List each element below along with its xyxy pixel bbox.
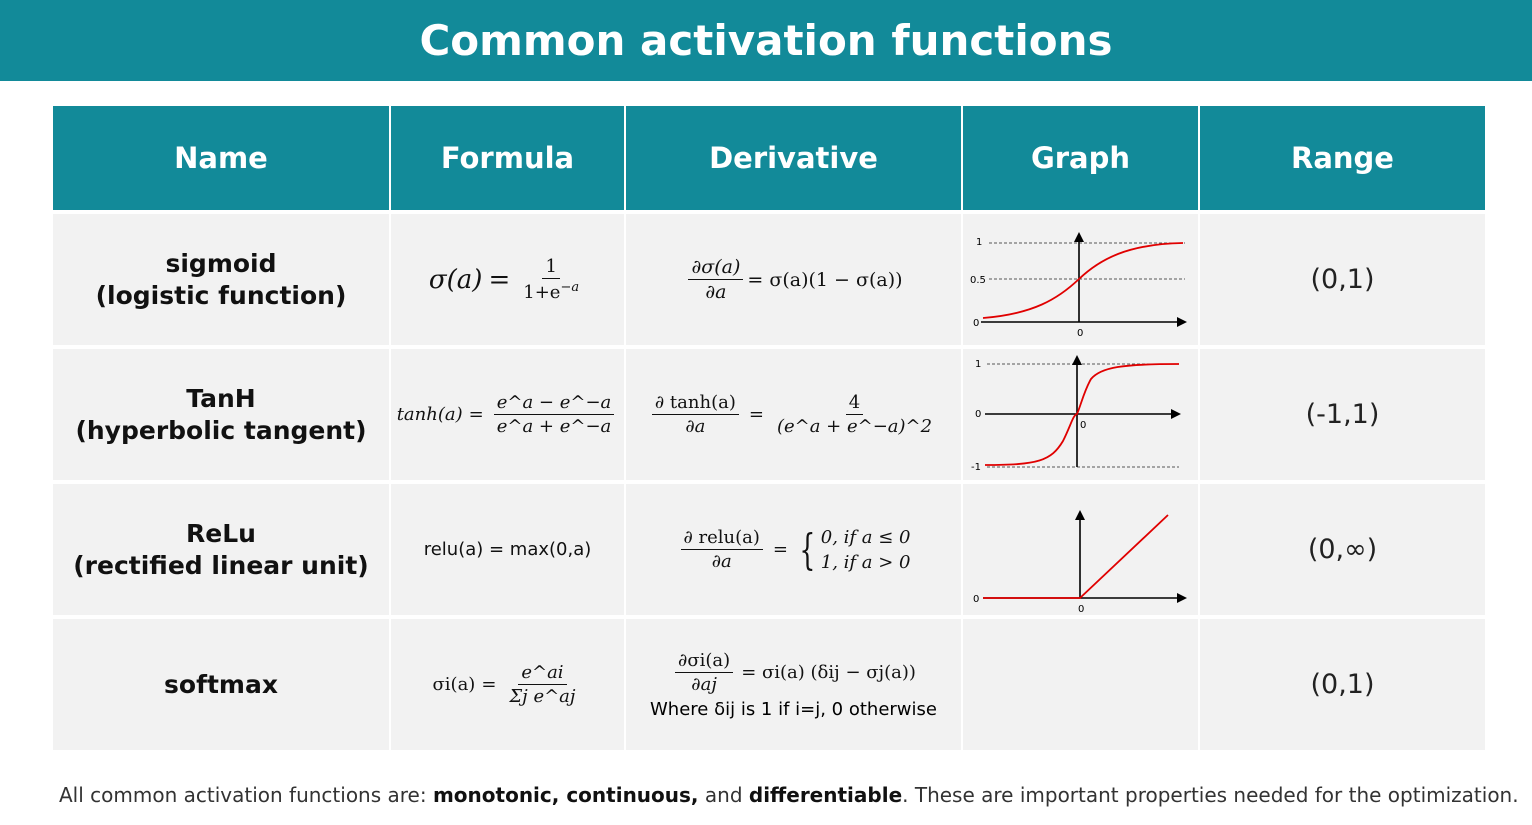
formula-cell	[390, 617, 625, 751]
range-cell	[1199, 617, 1486, 751]
header-formula: Formula	[390, 105, 625, 212]
table-row	[52, 347, 1486, 482]
y-axis-arrow	[1072, 355, 1082, 365]
relu-derivative: $\frac{\text{∂ relu(a)}}{\partial a}$ = { 0, if a ≤ 0 1, if a > 0	[677, 525, 911, 575]
sigmoid-graph	[963, 214, 1199, 345]
y-tick-0: 0	[973, 318, 980, 329]
table-header-row	[52, 105, 1486, 212]
x-tick-0: 0	[1080, 420, 1087, 431]
function-name: softmax	[164, 669, 278, 699]
header-name: Name	[52, 105, 390, 212]
y-tick-half: 0.5	[970, 275, 986, 286]
derivative-cell	[625, 347, 962, 482]
function-subname: (logistic function)	[95, 280, 347, 310]
y-tick-1: 1	[976, 237, 983, 248]
header-graph: Graph	[962, 105, 1199, 212]
table-row	[52, 617, 1486, 751]
tanh-graph	[963, 349, 1199, 480]
range-value: (-1,1)	[1305, 399, 1380, 430]
x-axis-arrow	[1171, 409, 1181, 419]
function-name: sigmoid	[165, 248, 277, 278]
softmax-derivative: $\frac{\partial\sigma i(a)}{\partial aj}$ = σi(a) (δij − σj(a))	[671, 650, 916, 695]
range-cell	[1199, 347, 1486, 482]
range-value: (0,∞)	[1307, 534, 1378, 565]
page-title: Common activation functions	[0, 0, 1532, 81]
range-cell	[1199, 212, 1486, 347]
table-row	[52, 212, 1486, 347]
name-cell	[52, 347, 390, 482]
sigmoid-derivative: $\frac{\partial\sigma(a)}{\partial a}$ = σ(a)(1 − σ(a))	[684, 256, 902, 303]
table-row	[52, 482, 1486, 617]
graph-cell	[962, 482, 1199, 617]
graph-cell-empty	[962, 617, 1199, 751]
derivative-cell	[625, 212, 962, 347]
y-tick-minus1: -1	[971, 462, 981, 473]
activation-table	[51, 104, 1487, 752]
header-range: Range	[1199, 105, 1486, 212]
derivative-cell	[625, 482, 962, 617]
name-cell	[52, 212, 390, 347]
graph-cell	[962, 347, 1199, 482]
y-axis-arrow	[1075, 510, 1085, 520]
formula-cell	[390, 482, 625, 617]
x-axis-arrow	[1177, 317, 1187, 327]
range-value: (0,1)	[1310, 264, 1375, 295]
function-name: ReLu	[186, 518, 256, 548]
formula-cell	[390, 212, 625, 347]
y-axis-arrow	[1074, 232, 1084, 242]
sigmoid-formula: σ(a) = $\frac{1}{1+e^{-a}}$	[428, 256, 580, 303]
relu-curve	[983, 515, 1168, 598]
graph-cell	[962, 212, 1199, 347]
x-tick-0: 0	[1077, 328, 1084, 339]
function-name: TanH	[186, 383, 256, 413]
range-cell	[1199, 482, 1486, 617]
softmax-formula: σi(a) = $\frac{e\^{}ai}{\text{Σj e\textasciicircum{}aj}}$	[432, 662, 576, 707]
range-value: (0,1)	[1310, 669, 1375, 700]
footer-note: All common activation functions are: monotonic, continuous, and differentiable. These are important properties needed for the optimization.	[59, 783, 1519, 807]
relu-graph	[963, 484, 1199, 615]
relu-formula: relu(a) = max(0,a)	[423, 539, 592, 560]
tanh-formula: tanh(a) = $\frac{e\^{}a - e\^{}-a}{e\^{}a + e\^{}-a}$	[397, 392, 619, 437]
tanh-derivative: $\frac{\partial \tanh(a)}{\partial a}$ = $\frac{4}{(e\^{}a + e\^{}-a)\^{}2}$	[648, 392, 939, 437]
name-cell	[52, 482, 390, 617]
kronecker-note: Where δij is 1 if i=j, 0 otherwise	[650, 698, 937, 720]
x-tick-0: 0	[1078, 604, 1085, 615]
derivative-cell	[625, 617, 962, 751]
name-cell	[52, 617, 390, 751]
y-tick-0: 0	[973, 594, 980, 605]
y-tick-1: 1	[975, 359, 982, 370]
x-axis-arrow	[1177, 593, 1187, 603]
y-tick-0: 0	[975, 409, 982, 420]
header-derivative: Derivative	[625, 105, 962, 212]
formula-cell	[390, 347, 625, 482]
function-subname: (rectified linear unit)	[73, 550, 369, 580]
sigmoid-curve	[983, 243, 1183, 318]
function-subname: (hyperbolic tangent)	[75, 415, 367, 445]
